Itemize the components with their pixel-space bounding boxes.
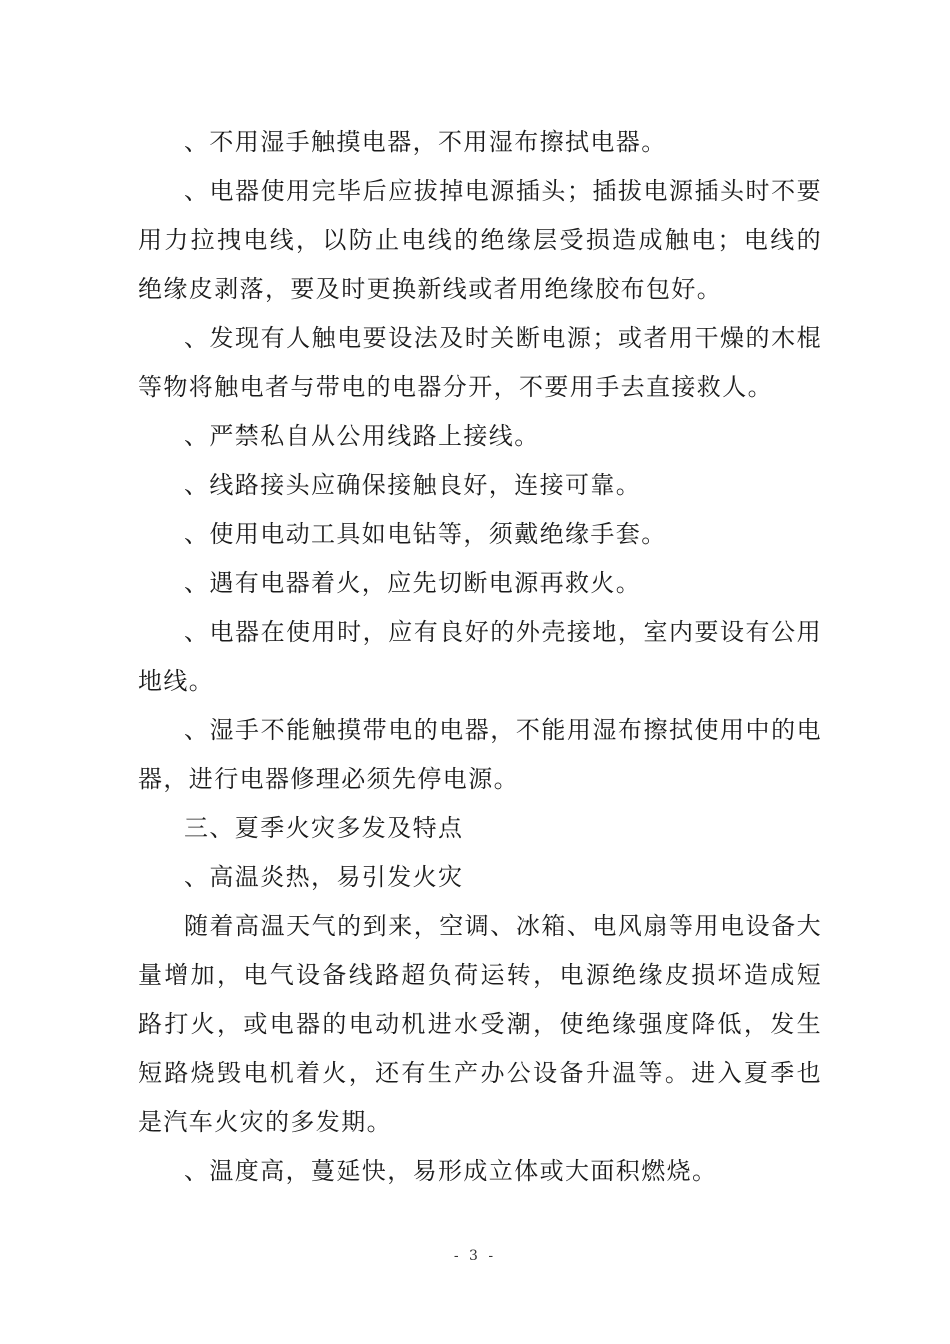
paragraph-4: 、严禁私自从公用线路上接线。 — [184, 422, 540, 450]
paragraph-10: 、高温炎热，易引发火灾 — [184, 863, 464, 891]
paragraph-12: 、温度高，蔓延快，易形成立体或大面积燃烧。 — [184, 1157, 718, 1185]
paragraph-2: 、电器使用完毕后应拔掉电源插头；插拔电源插头时不要用力拉拽电线，以防止电线的绝缘层受损造成触电；电线的绝缘皮剥落，要及时更换新线或者用绝缘胶布包好。 — [138, 177, 822, 303]
paragraph-8: 、电器在使用时，应有良好的外壳接地，室内要设有公用地线。 — [138, 618, 822, 695]
paragraph-7: 、遇有电器着火，应先切断电源再救火。 — [184, 569, 642, 597]
paragraph-1: 、不用湿手触摸电器，不用湿布擦拭电器。 — [184, 128, 667, 156]
paragraph-11: 随着高温天气的到来，空调、冰箱、电风扇等用电设备大量增加，电气设备线路超负荷运转，电源绝缘皮损坏造成短路打火，或电器的电动机进水受潮，使绝缘强度降低，发生短路烧毁电机着火，还有生产办公设备升温等。进入夏季也是汽车火灾的多发期。 — [138, 912, 822, 1136]
section-heading: 三、夏季火灾多发及特点 — [184, 814, 464, 842]
page-number: - 3 - — [453, 1248, 497, 1264]
paragraph-9: 、湿手不能触摸带电的电器，不能用湿布擦拭使用中的电器，进行电器修理必须先停电源。 — [138, 716, 822, 793]
paragraph-3: 、发现有人触电要设法及时关断电源；或者用干燥的木棍等物将触电者与带电的电器分开，不要用手去直接救人。 — [138, 324, 822, 401]
paragraph-6: 、使用电动工具如电钻等，须戴绝缘手套。 — [184, 520, 667, 548]
body-text — [138, 118, 822, 1196]
paragraph-5: 、线路接头应确保接触良好，连接可靠。 — [184, 471, 642, 499]
